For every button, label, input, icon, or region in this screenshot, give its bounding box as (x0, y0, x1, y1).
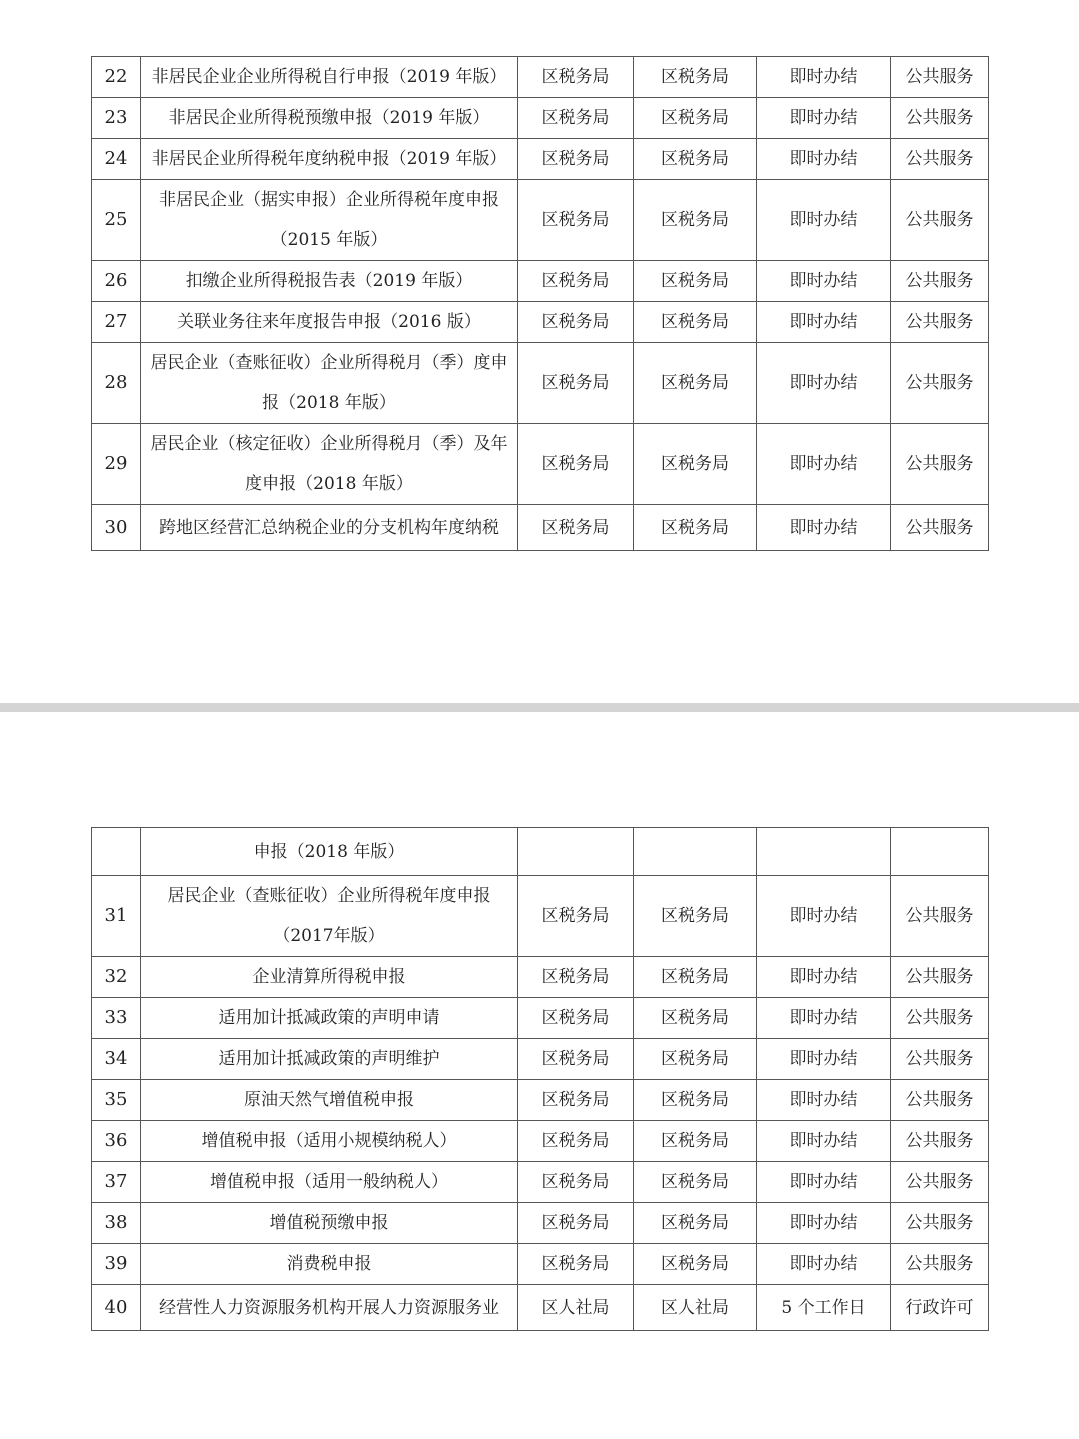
accepting-agency: 区税务局 (634, 1039, 757, 1080)
item-name: 非居民企业所得税预缴申报（2019 年版） (141, 98, 518, 139)
table-row (92, 180, 989, 261)
item-category: 公共服务 (891, 343, 989, 424)
item-category: 公共服务 (891, 1203, 989, 1244)
accepting-agency: 区税务局 (634, 876, 757, 957)
time-limit: 即时办结 (757, 343, 891, 424)
item-category: 公共服务 (891, 139, 989, 180)
table-row (92, 343, 989, 424)
accepting-agency: 区税务局 (634, 424, 757, 505)
item-category: 公共服务 (891, 1121, 989, 1162)
item-category: 公共服务 (891, 1162, 989, 1203)
table-row (92, 57, 989, 98)
row-number: 28 (92, 343, 141, 424)
time-limit: 即时办结 (757, 261, 891, 302)
row-number: 26 (92, 261, 141, 302)
time-limit: 即时办结 (757, 424, 891, 505)
item-name: 经营性人力资源服务机构开展人力资源服务业 (141, 1285, 518, 1331)
item-name: 适用加计抵减政策的声明维护 (141, 1039, 518, 1080)
implementing-agency: 区税务局 (518, 505, 634, 551)
item-category: 公共服务 (891, 1244, 989, 1285)
item-category: 公共服务 (891, 424, 989, 505)
item-name: 非居民企业企业所得税自行申报（2019 年版） (141, 57, 518, 98)
item-category: 公共服务 (891, 957, 989, 998)
implementing-agency: 区税务局 (518, 1080, 634, 1121)
accepting-agency: 区税务局 (634, 1121, 757, 1162)
implementing-agency: 区税务局 (518, 98, 634, 139)
item-name: 关联业务往来年度报告申报（2016 版） (141, 302, 518, 343)
accepting-agency: 区税务局 (634, 302, 757, 343)
implementing-agency: 区税务局 (518, 1203, 634, 1244)
table-row (92, 1162, 989, 1203)
implementing-agency: 区税务局 (518, 1121, 634, 1162)
document-page-1 (0, 0, 1079, 703)
item-name: 原油天然气增值税申报 (141, 1080, 518, 1121)
item-name: 居民企业（查账征收）企业所得税年度申报（2017年版） (141, 876, 518, 957)
item-category: 公共服务 (891, 98, 989, 139)
page-separator (0, 703, 1079, 712)
item-name: 跨地区经营汇总纳税企业的分支机构年度纳税 (141, 505, 518, 551)
row-number: 33 (92, 998, 141, 1039)
row-number: 38 (92, 1203, 141, 1244)
row-number: 32 (92, 957, 141, 998)
implementing-agency (518, 828, 634, 876)
implementing-agency: 区税务局 (518, 957, 634, 998)
item-name: 非居民企业（据实申报）企业所得税年度申报（2015 年版） (141, 180, 518, 261)
time-limit: 即时办结 (757, 876, 891, 957)
implementing-agency: 区税务局 (518, 1162, 634, 1203)
accepting-agency: 区税务局 (634, 180, 757, 261)
row-number: 27 (92, 302, 141, 343)
implementing-agency: 区税务局 (518, 180, 634, 261)
service-items-table (91, 56, 989, 551)
row-number: 29 (92, 424, 141, 505)
row-number: 39 (92, 1244, 141, 1285)
item-category: 公共服务 (891, 57, 989, 98)
accepting-agency: 区税务局 (634, 57, 757, 98)
implementing-agency: 区税务局 (518, 57, 634, 98)
item-category: 公共服务 (891, 505, 989, 551)
time-limit: 即时办结 (757, 505, 891, 551)
accepting-agency: 区税务局 (634, 1080, 757, 1121)
time-limit: 即时办结 (757, 139, 891, 180)
item-name: 企业清算所得税申报 (141, 957, 518, 998)
item-category: 公共服务 (891, 1039, 989, 1080)
table-row-continuation (92, 828, 989, 876)
time-limit: 即时办结 (757, 1244, 891, 1285)
item-name: 非居民企业所得税年度纳税申报（2019 年版） (141, 139, 518, 180)
item-category (891, 828, 989, 876)
row-number: 30 (92, 505, 141, 551)
implementing-agency: 区人社局 (518, 1285, 634, 1331)
table-row (92, 998, 989, 1039)
row-number: 35 (92, 1080, 141, 1121)
time-limit: 5 个工作日 (757, 1285, 891, 1331)
row-number: 40 (92, 1285, 141, 1331)
item-category: 公共服务 (891, 1080, 989, 1121)
time-limit: 即时办结 (757, 957, 891, 998)
accepting-agency: 区税务局 (634, 261, 757, 302)
accepting-agency: 区人社局 (634, 1285, 757, 1331)
table-row (92, 1039, 989, 1080)
implementing-agency: 区税务局 (518, 139, 634, 180)
accepting-agency: 区税务局 (634, 505, 757, 551)
time-limit: 即时办结 (757, 180, 891, 261)
table-row (92, 876, 989, 957)
time-limit: 即时办结 (757, 1039, 891, 1080)
table-row (92, 98, 989, 139)
item-category: 公共服务 (891, 998, 989, 1039)
item-category: 行政许可 (891, 1285, 989, 1331)
implementing-agency: 区税务局 (518, 424, 634, 505)
table-row (92, 957, 989, 998)
table-row (92, 424, 989, 505)
accepting-agency: 区税务局 (634, 1162, 757, 1203)
accepting-agency: 区税务局 (634, 957, 757, 998)
item-category: 公共服务 (891, 876, 989, 957)
row-number (92, 828, 141, 876)
item-category: 公共服务 (891, 302, 989, 343)
time-limit (757, 828, 891, 876)
time-limit: 即时办结 (757, 1121, 891, 1162)
item-name: 扣缴企业所得税报告表（2019 年版） (141, 261, 518, 302)
time-limit: 即时办结 (757, 57, 891, 98)
table-row (92, 1080, 989, 1121)
item-name: 居民企业（查账征收）企业所得税月（季）度申报（2018 年版） (141, 343, 518, 424)
time-limit: 即时办结 (757, 1162, 891, 1203)
time-limit: 即时办结 (757, 998, 891, 1039)
item-category: 公共服务 (891, 261, 989, 302)
item-name: 申报（2018 年版） (141, 828, 518, 876)
table-row (92, 139, 989, 180)
accepting-agency: 区税务局 (634, 1203, 757, 1244)
table-row (92, 1121, 989, 1162)
row-number: 23 (92, 98, 141, 139)
implementing-agency: 区税务局 (518, 876, 634, 957)
row-number: 31 (92, 876, 141, 957)
item-category: 公共服务 (891, 180, 989, 261)
row-number: 24 (92, 139, 141, 180)
implementing-agency: 区税务局 (518, 302, 634, 343)
item-name: 增值税预缴申报 (141, 1203, 518, 1244)
implementing-agency: 区税务局 (518, 998, 634, 1039)
row-number: 37 (92, 1162, 141, 1203)
table-row (92, 1203, 989, 1244)
item-name: 适用加计抵减政策的声明申请 (141, 998, 518, 1039)
accepting-agency (634, 828, 757, 876)
implementing-agency: 区税务局 (518, 1039, 634, 1080)
time-limit: 即时办结 (757, 1203, 891, 1244)
implementing-agency: 区税务局 (518, 261, 634, 302)
time-limit: 即时办结 (757, 302, 891, 343)
row-number: 22 (92, 57, 141, 98)
time-limit: 即时办结 (757, 98, 891, 139)
item-name: 增值税申报（适用一般纳税人） (141, 1162, 518, 1203)
table-row (92, 1285, 989, 1331)
accepting-agency: 区税务局 (634, 998, 757, 1039)
row-number: 25 (92, 180, 141, 261)
time-limit: 即时办结 (757, 1080, 891, 1121)
table-row (92, 505, 989, 551)
table-row (92, 302, 989, 343)
table-row (92, 1244, 989, 1285)
implementing-agency: 区税务局 (518, 343, 634, 424)
item-name: 增值税申报（适用小规模纳税人） (141, 1121, 518, 1162)
accepting-agency: 区税务局 (634, 139, 757, 180)
document-page-2 (0, 712, 1079, 1439)
implementing-agency: 区税务局 (518, 1244, 634, 1285)
accepting-agency: 区税务局 (634, 343, 757, 424)
row-number: 36 (92, 1121, 141, 1162)
item-name: 消费税申报 (141, 1244, 518, 1285)
row-number: 34 (92, 1039, 141, 1080)
accepting-agency: 区税务局 (634, 98, 757, 139)
item-name: 居民企业（核定征收）企业所得税月（季）及年度申报（2018 年版） (141, 424, 518, 505)
accepting-agency: 区税务局 (634, 1244, 757, 1285)
service-items-table (91, 827, 989, 1331)
table-row (92, 261, 989, 302)
